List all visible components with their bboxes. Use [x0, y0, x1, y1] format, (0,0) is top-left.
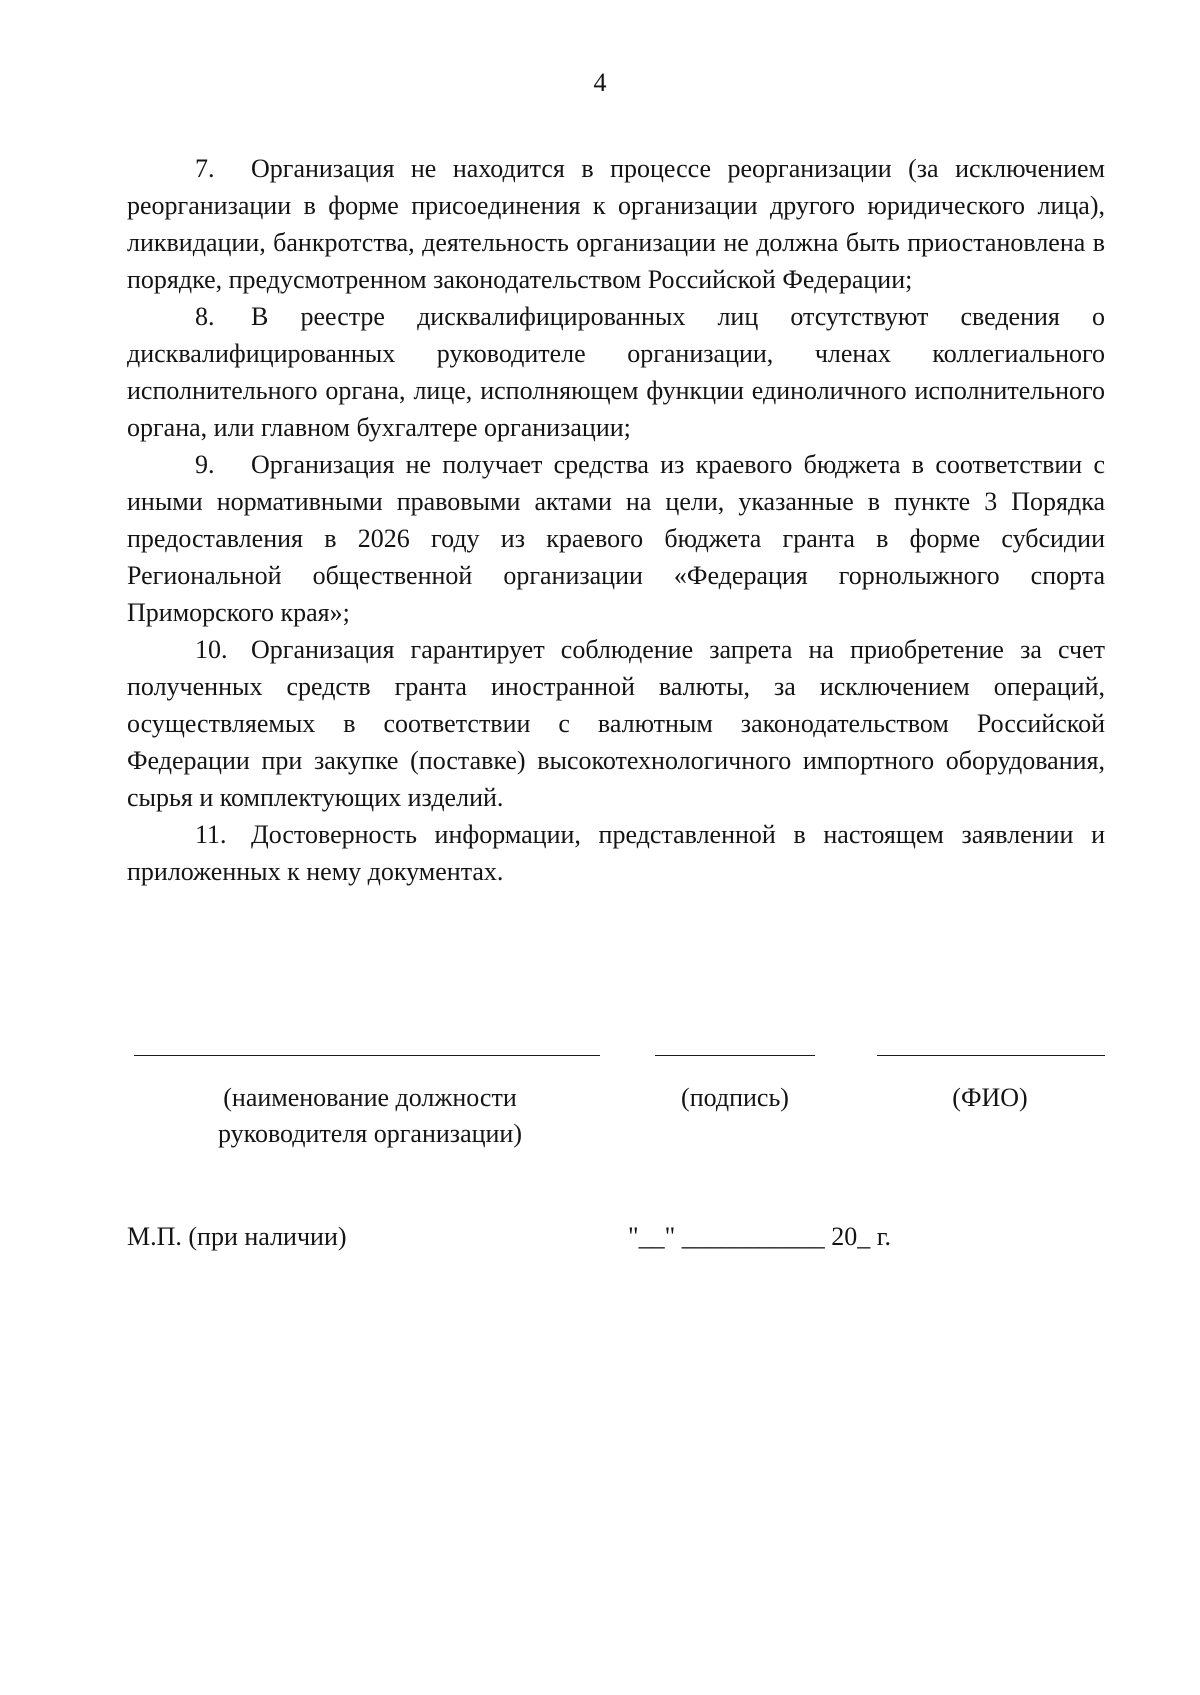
list-item — [127, 150, 1105, 298]
signature-block — [0, 1038, 1200, 1158]
position-line[interactable] — [134, 1055, 600, 1056]
position-caption: (наименование должности руководителя организации) — [217, 1083, 523, 1148]
signature-caption: (подпись) — [681, 1083, 789, 1112]
name-line[interactable] — [877, 1055, 1105, 1056]
item-number: 11. — [195, 820, 227, 849]
list-item — [127, 446, 1105, 631]
item-text: В реестре дисквалифицированных лиц отсутствуют сведения о дисквалифицированных руководителе организации, членах коллегиального исполнительного органа, лице, исполняющем функции единоличного исполнительного органа, или главном бухгалтере организации; — [127, 302, 1105, 442]
signature-line[interactable] — [655, 1055, 815, 1056]
item-number: 8. — [195, 302, 215, 331]
list-item — [127, 298, 1105, 446]
page-number: 4 — [593, 68, 607, 97]
name-caption: (ФИО) — [952, 1083, 1028, 1112]
item-number: 9. — [195, 450, 215, 479]
date-line[interactable]: "__" ___________ 20_ г. — [628, 1222, 891, 1251]
list-item — [127, 816, 1105, 890]
item-text: Организация гарантирует соблюдение запрета на приобретение за счет полученных средств гранта иностранной валюты, за исключением операций, осуществляемых в соответствии с валютным законодательством Российской Федерации при закупке (поставке) высокотехнологичного импортного оборудования, сырья и комплектующих изделий. — [127, 635, 1105, 812]
item-text: Организация не получает средства из краевого бюджета в соответствии с иными нормативными правовыми актами на цели, указанные в пункте 3 Порядка предоставления в 2026 году из краевого бюджета гранта в форме субсидии Региональной общественной организации «Федерация горнолыжного спорта Приморского края»; — [127, 450, 1105, 627]
stamp-label: М.П. (при наличии) — [127, 1222, 347, 1251]
item-number: 10. — [195, 635, 228, 664]
item-number: 7. — [195, 154, 215, 183]
list-item — [127, 631, 1105, 816]
item-text: Достоверность информации, представленной в настоящем заявлении и приложенных к нему документах. — [127, 820, 1105, 886]
document-body — [127, 150, 1105, 890]
item-text: Организация не находится в процессе реорганизации (за исключением реорганизации в форме присоединения к организации другого юридического лица), ликвидации, банкротства, деятельность организации не должна быть приостановлена в порядке, предусмотренном законодательством Российской Федерации; — [127, 154, 1105, 294]
